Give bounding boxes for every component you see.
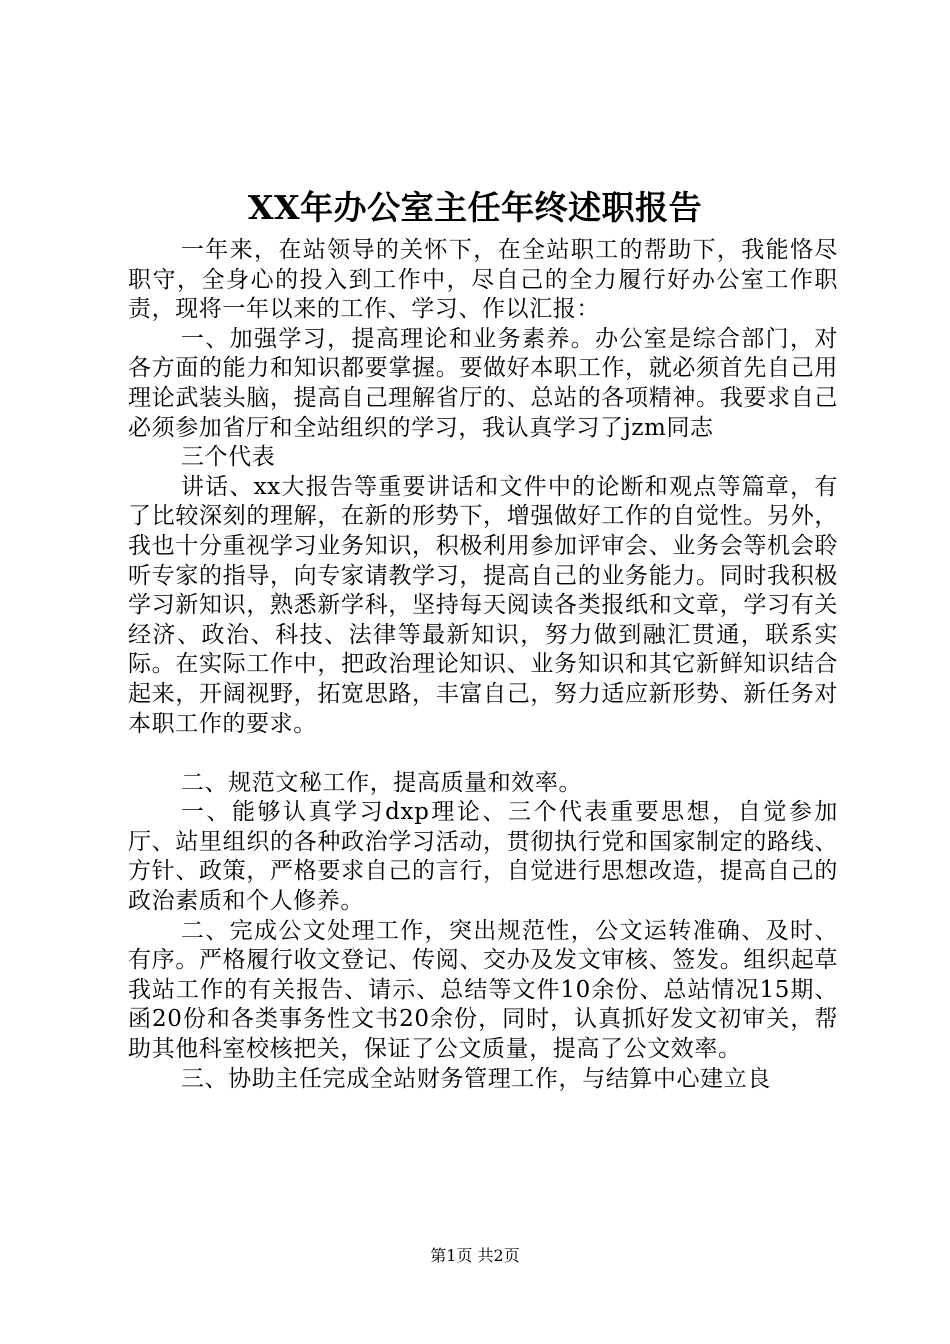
page-number-footer: 第1页 共2页 — [430, 1246, 520, 1265]
paragraph-finance: 三、协助主任完成全站财务管理工作，与结算中心建立良 — [180, 1065, 771, 1092]
paragraph-political-study: 一、能够认真学习dxp理论、三个代表重要思想，自觉参加厅、站里组织的各种政治学习活动，贯彻执行党和国家制定的路线、方针、政策，严格要求自己的言行，自觉进行思想改造，提高自己的政治素质和个人修养。 — [128, 799, 838, 915]
paragraph-study: 一、加强学习，提高理论和业务素养。办公室是综合部门，对各方面的能力和知识都要掌握。要做好本职工作，就必须首先自己用理论武装头脑，提高自己理解省厅的、总站的各项精神。我要求自己必须参加省厅和全站组织的学习，我认真学习了jzm同志 — [128, 325, 838, 441]
section-heading-secretarial: 二、规范文秘工作，提高质量和效率。 — [180, 769, 583, 796]
paragraph-three-represents: 三个代表 — [180, 444, 276, 471]
document-title: XX年办公室主任年终述职报告 — [247, 188, 703, 227]
paragraph-document-handling: 二、完成公文处理工作，突出规范性，公文运转准确、及时、有序。严格履行收文登记、传阅、交办及发文审核、签发。组织起草我站工作的有关报告、请示、总结等文件10余份、总站情况15期、函20份和各类事务性文书20余份，同时，认真抓好发文初审关，帮助其他科室校核把关，保证了公文质量，提高了公文效率。 — [128, 917, 838, 1063]
document-body — [128, 236, 838, 1094]
paragraph-spacer — [128, 739, 838, 769]
paragraph-study-continued: 讲话、xx大报告等重要讲话和文件中的论断和观点等篇章，有了比较深刻的理解，在新的形势下，增强做好工作的自觉性。另外，我也十分重视学习业务知识，积极利用参加评审会、业务会等机会聆听专家的指导，向专家请教学习，提高自己的业务能力。同时我积极学习新知识，熟悉新学科，坚持每天阅读各类报纸和文章，学习有关经济、政治、科技、法律等最新知识，努力做到融汇贯通，联系实际。在实际工作中，把政治理论知识、业务知识和其它新鲜知识结合起来，开阔视野，拓宽思路，丰富自己，努力适应新形势、新任务对本职工作的要求。 — [128, 473, 838, 737]
paragraph-intro: 一年来，在站领导的关怀下，在全站职工的帮助下，我能恪尽职守，全身心的投入到工作中，尽自己的全力履行好办公室工作职责，现将一年以来的工作、学习、作以汇报： — [128, 237, 838, 323]
